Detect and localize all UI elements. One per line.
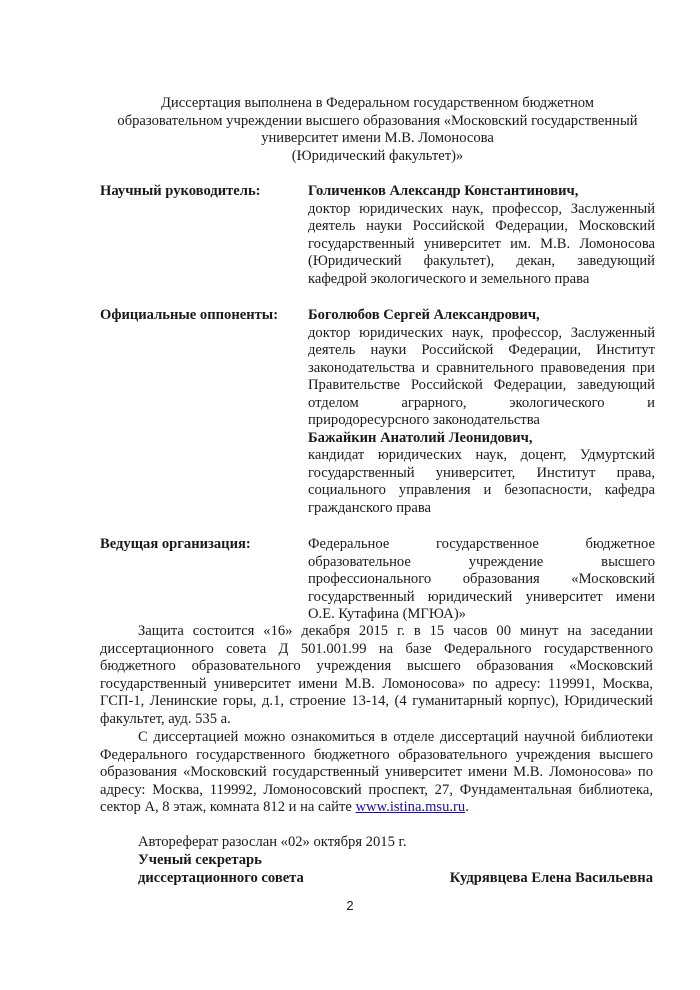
leading-org-description: Федеральное государственное бюджетное образовательное учреждение высшего профессионального образования «Московский государственный юридический университет имени О.Е. Кутафина (МГЮА)» (308, 536, 655, 622)
opponent-description: кандидат юридических наук, доцент, Удмуртский государственный университет, Институт права, социального управления и безопасности, кафедра гражданского права (308, 447, 655, 516)
header-line: (Юридический факультет)» (291, 147, 464, 164)
opponent-name: Боголюбов Сергей Александрович, (308, 307, 540, 323)
secretary-name: Кудрявцева Елена Васильевна (449, 869, 653, 886)
library-end: . (465, 799, 469, 815)
supervisor-label: Научный руководитель: (100, 183, 261, 199)
document-header (100, 95, 655, 165)
supervisor-description: доктор юридических наук, профессор, Заслуженный деятель науки Российской Федерации, Московский государственный университет им. М.В. Ломоносова (Юридический факультет), декан, заведующий кафедрой экологического и земельного права (308, 200, 655, 287)
leading-org-label: Ведущая организация: (100, 536, 251, 552)
sent-line: Автореферат разослан «02» октября 2015 г. (138, 834, 407, 850)
defense-paragraph: Защита состоится «16» декабря 2015 г. в 15 часов 00 минут на заседании диссертационного совета Д 501.001.99 на базе Федерального государственного бюджетного образовательного учреждения высшего образования «Московский государственный университет имени М.В. Ломоносова» по адресу: 119991, Москва, ГСП-1, Ленинские горы, д.1, строение 13-14, (4 гуманитарный корпус), Юридический факультет, ауд. 535 а. (100, 623, 653, 727)
opponents-label: Официальные оппоненты: (100, 307, 279, 323)
page-number: 2 (346, 898, 354, 913)
library-text: С диссертацией можно ознакомиться в отделе диссертаций научной библиотеки Федерального государственного бюджетного образовательного учреждения высшего образования «Московский государственный университет имени М.В. Ломоносова» по адресу: Москва, 119992, Ломоносовский проспект, 27, Фундаментальная библиотека, сектор А, 8 этаж, комната 812 и на сайте (100, 729, 653, 815)
header-line: университет имени М.В. Ломоносова (261, 130, 494, 146)
secretary-title: Ученый секретарь (138, 852, 262, 868)
istina-link[interactable]: www.istina.msu.ru (355, 799, 466, 815)
secretary-block (138, 852, 653, 887)
opponent-description: доктор юридических наук, профессор, Заслуженный деятель науки Российской Федерации, Институт законодательства и сравнительного правоведения при Правительстве Российской Федерации, заведующий отделом аграрного, экологического и природоресурсного законодательства (308, 324, 655, 428)
opponent-name: Бажайкин Анатолий Леонидович, (308, 429, 533, 446)
supervisor-name: Голиченков Александр Константинович, (308, 183, 579, 199)
secretary-title: диссертационного совета (138, 869, 304, 886)
library-paragraph (100, 729, 653, 817)
header-line: образовательном учреждении высшего образования «Московский государственный (117, 112, 638, 129)
header-line: Диссертация выполнена в Федеральном государственном бюджетном (160, 95, 595, 111)
